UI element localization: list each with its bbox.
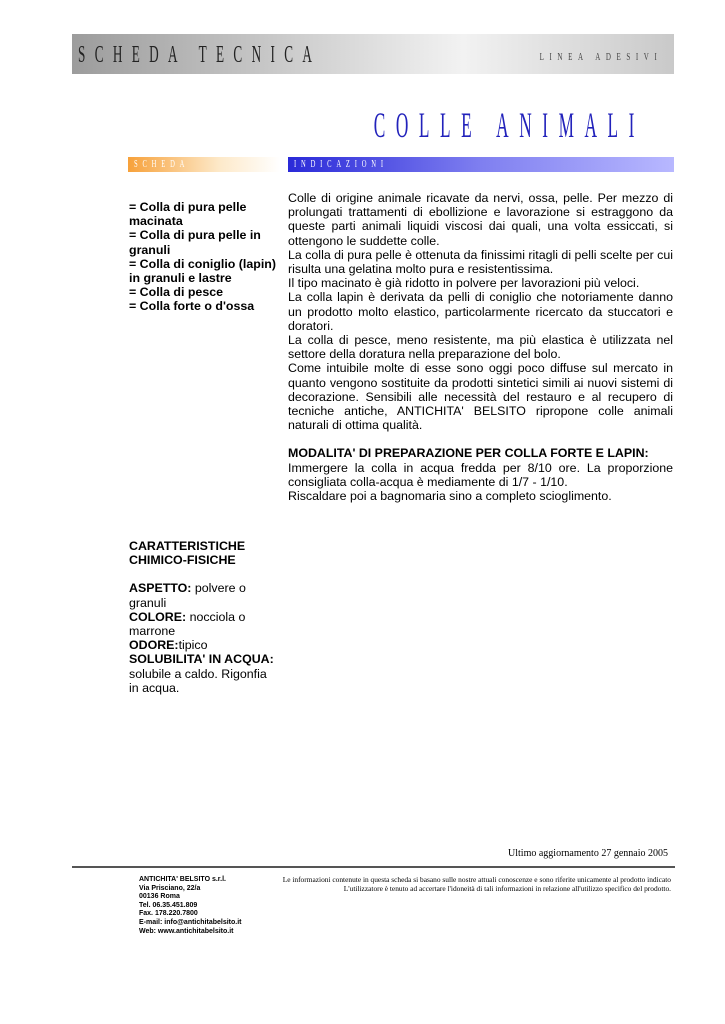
company-address: Via Prisciano, 22/a <box>139 884 201 892</box>
preparation-line: Riscaldare poi a bagnomaria sino a completo scioglimento. <box>288 489 612 504</box>
description-paragraph: Come intuibile molte di esse sono oggi poco diffuse sul mercato in quanto vengono sostituite da prodotti sintetici simili ai nuovi sistemi di decorazione. Sensibili alle necessità del restauro e al recupero di tecniche antiche, ANTICHITA' BELSITO ripropone colle animali naturali di ottima qualità. <box>288 361 673 433</box>
company-fax: Fax. 178.220.7800 <box>139 910 198 918</box>
product-title: COLLE ANIMALI <box>373 105 645 145</box>
property-value: polvere o granuli <box>129 581 246 610</box>
description-paragraph: La colla lapin è derivata da pelli di coniglio che notoriamente danno un prodotto molto elastico, particolarmente ricercato da stuccatori e doratori. <box>288 290 673 333</box>
indicazioni-label-text: INDICAZIONI <box>294 158 388 170</box>
preparation-line: Immergere la colla in acqua fredda per 8/10 ore. La proporzione consigliata colla-acqua è mediamente di 1/7 - 1/10. <box>288 460 673 489</box>
company-web: Web: www.antichitabelsito.it <box>139 927 234 935</box>
property-value: nocciola o marrone <box>129 609 246 639</box>
company-phone: Tel. 06.35.451.809 <box>139 901 198 909</box>
company-city: 00136 Roma <box>139 893 180 901</box>
product-list-item: = Colla di coniglio (lapin) in granuli e lastre <box>129 256 276 286</box>
preparation-heading: MODALITA' DI PREPARAZIONE PER COLLA FORTE E LAPIN: <box>288 446 649 461</box>
description-paragraph: La colla di pesce, meno resistente, ma più elastica è utilizzata nel settore della doratura nella preparazione del bolo. <box>288 333 673 362</box>
last-updated: Ultimo aggiornamento 27 gennaio 2005 <box>508 848 668 859</box>
property-label: COLORE: <box>129 609 187 624</box>
footer-divider <box>72 866 675 868</box>
properties-heading: CARATTERISTICHE CHIMICO-FISICHE <box>129 539 246 568</box>
product-list-item: = Colla di pura pelle in granuli <box>129 228 261 257</box>
header-bar <box>72 34 674 74</box>
indicazioni-label <box>288 157 674 172</box>
product-line: LINEA ADESIVI <box>539 52 662 63</box>
property-label: SOLUBILITA' IN ACQUA: <box>129 652 274 667</box>
property-value: solubile a caldo. Rigonfia in acqua. <box>129 666 267 695</box>
property-label: ODORE: <box>129 638 179 653</box>
product-list-item: = Colla forte o d'ossa <box>129 299 255 314</box>
property-solubilita <box>129 652 279 695</box>
property-colore <box>129 610 279 638</box>
disclaimer-line: L'utilizzatore è tenuto ad accertare l'idoneità di tali informazioni in relazione all'utilizzo specifico del prodotto. <box>343 884 671 893</box>
document-title: SCHEDA TECNICA <box>78 42 322 68</box>
scheda-label-text: SCHEDA <box>134 158 190 170</box>
description-paragraph: Colle di origine animale ricavate da nervi, ossa, pelle. Per mezzo di prolungati trattamenti di ebollizione e lavorazione si estraggono da queste parti animali liquidi viscosi dai quali, una volta essiccati, si ottengono le suddette colle. <box>288 191 673 248</box>
property-label: ASPETTO: <box>129 581 192 596</box>
description-paragraph: Il tipo macinato è già ridotto in polvere per lavorazioni più veloci. <box>288 276 640 291</box>
property-value: tipico <box>178 638 208 653</box>
property-aspetto <box>129 581 279 609</box>
product-list-item: = Colla di pesce <box>129 285 224 300</box>
disclaimer <box>271 875 671 893</box>
company-name: ANTICHITA' BELSITO s.r.l. <box>139 876 226 883</box>
property-odore <box>129 638 279 652</box>
product-list <box>129 200 279 314</box>
disclaimer-line: Le informazioni contenute in questa scheda si basano sulle nostre attuali conoscenze e sono riferite unicamente al prodotto indicato <box>282 875 671 884</box>
properties <box>129 539 279 695</box>
company-email: E-mail: info@antichitabelsito.it <box>139 918 242 926</box>
description-paragraph: La colla di pura pelle è ottenuta da finissimi ritagli di pelli scelte per cui risulta una gelatina molto pura e resistentissima. <box>288 247 674 277</box>
scheda-label <box>128 157 280 172</box>
description <box>288 191 673 503</box>
product-list-item: = Colla di pura pelle macinata <box>129 200 247 229</box>
